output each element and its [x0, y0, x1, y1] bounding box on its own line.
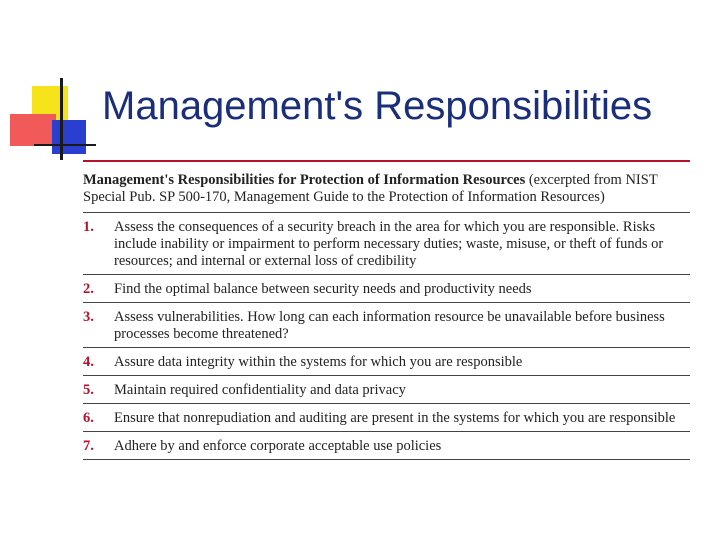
item-text: Ensure that nonrepudiation and auditing are present in the systems for which you are responsible [114, 410, 676, 426]
list-item [83, 213, 690, 275]
document-header-title: Management's Responsibilities for Protection of Information Resources [83, 172, 526, 188]
page-title: Management's Responsibilities [102, 84, 653, 128]
blue-square-decoration [52, 120, 86, 154]
item-number: 7. [83, 438, 94, 454]
list-item [83, 348, 690, 376]
horizontal-line-decoration [34, 144, 96, 146]
list-item [83, 376, 690, 404]
item-number: 4. [83, 354, 94, 370]
list-item [83, 404, 690, 432]
excerpt-document [83, 160, 690, 460]
item-number: 2. [83, 281, 94, 297]
item-text: Assess vulnerabilities. How long can each information resource be unavailable before business processes become threatened? [114, 309, 665, 342]
item-text: Adhere by and enforce corporate acceptable use policies [114, 438, 442, 454]
item-text: Find the optimal balance between security needs and productivity needs [114, 281, 532, 297]
item-number: 5. [83, 382, 94, 398]
item-number: 1. [83, 219, 94, 235]
list-item [83, 275, 690, 303]
vertical-line-decoration [60, 78, 63, 160]
item-number: 6. [83, 410, 94, 426]
list-item [83, 303, 690, 348]
slide-decoration-logo [0, 0, 100, 170]
red-square-decoration [10, 114, 56, 146]
list-item [83, 432, 690, 460]
document-header-source: (excerpted from NIST Special Pub. SP 500-170, Management Guide to the Protection of Information Resources) [83, 172, 658, 205]
item-number: 3. [83, 309, 94, 325]
item-text: Assess the consequences of a security breach in the area for which you are responsible. Risks include inability or impairment to perform necessary duties; waste, misuse, or theft of funds or resources; and internal or external loss of credibility [114, 219, 664, 269]
item-text: Assure data integrity within the systems for which you are responsible [114, 354, 523, 370]
document-header [83, 162, 690, 212]
item-text: Maintain required confidentiality and data privacy [114, 382, 406, 398]
